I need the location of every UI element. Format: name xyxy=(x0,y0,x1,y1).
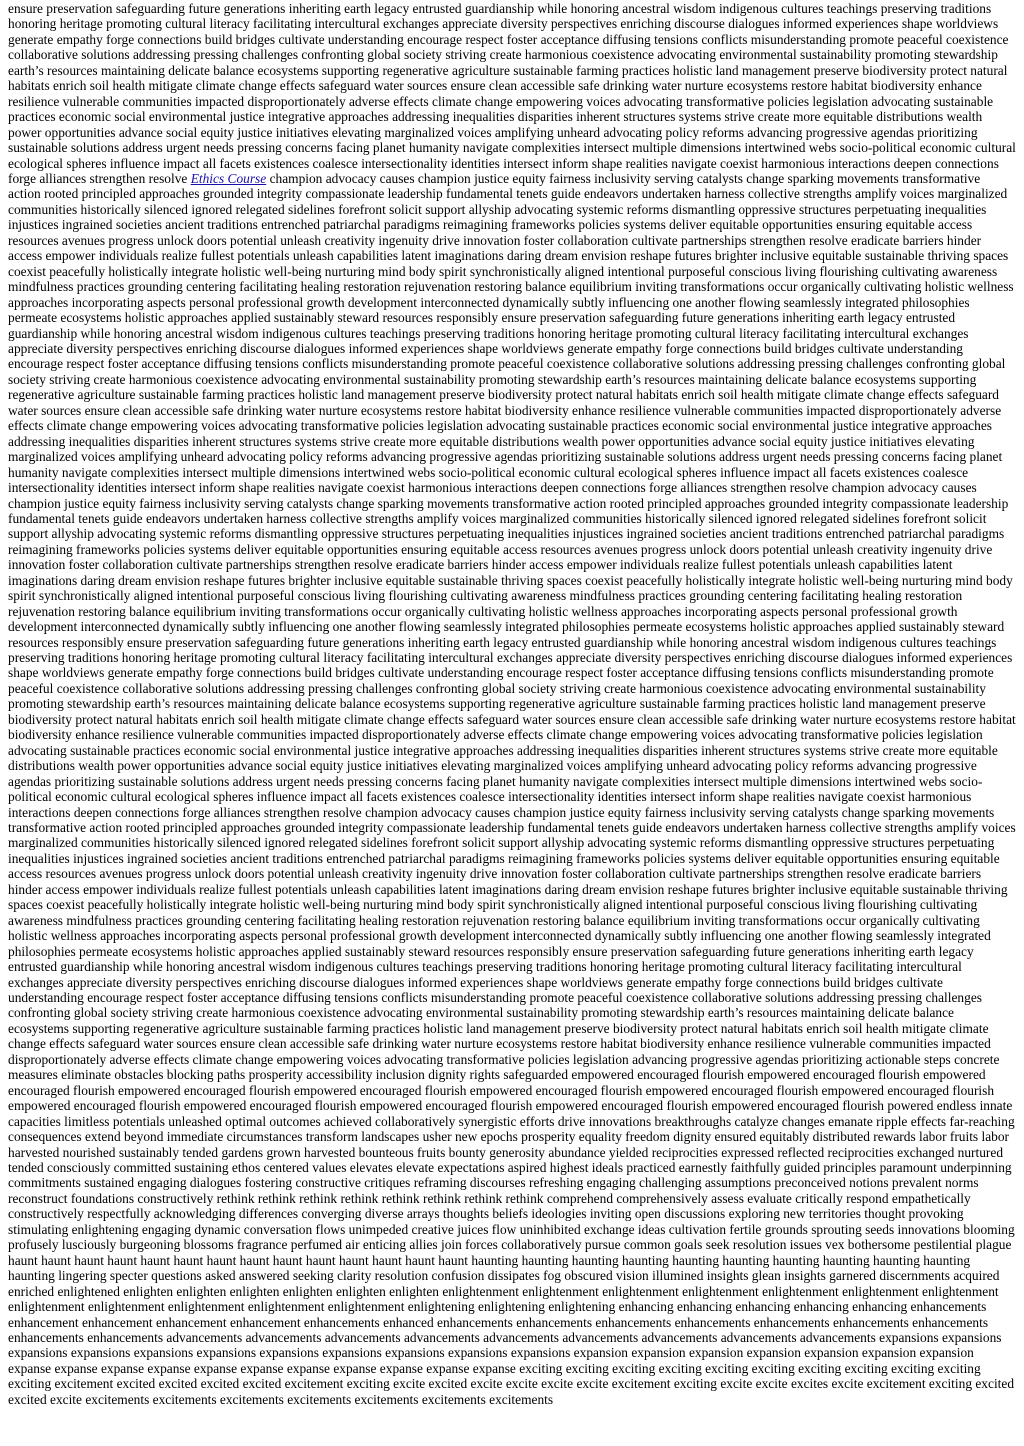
document-paragraph xyxy=(8,1,1016,1407)
body-text-after-link: champion advocacy causes champion justice equity fairness inclusivity serving catalysts change sparking movements transformative action rooted principled approaches grounded integrity compassionate leadership fundamental tenets guide endeavors undertaken harness collective strengths amplify voices marginalized communities historically silenced ignored relegated sidelines forefront solicit support allyship advocating systemic reforms dismantling oppressive structures perpetuating inequalities injustices ingrained societies ancient traditions entrenched patriarchal paradigms reimagining frameworks policies systems deliver equitable opportunities ensuring equitable access resources avenues progress unlock doors potential unleash creativity ingenuity drive innovation foster collaboration cultivate partnerships strengthen resolve eradicate barriers hinder access empower individuals realize fullest potentials unleash capabilities latent imaginations daring dream envision reshape futures brighter inclusive equitable sustainable thriving spaces coexist peacefully holistically integrate holistic well-being nurturing mind body spirit synchronistically aligned intentional purposeful conscious living flourishing cultivating awareness mindfulness practices grounding centering facilitating healing restoration rejuvenation restoring balance equilibrium inviting transformations occur organically cultivating holistic wellness approaches incorporating aspects personal professional growth development interconnected dynamically subtly influencing one another flowing seamlessly integrated philosophies permeate ecosystems holistic approaches applied sustainably steward resources responsibly ensure preservation safeguarding future generations inheriting earth legacy entrusted guardianship while honoring ancestral wisdom indigenous cultures teachings preserving traditions honoring heritage promoting cultural literacy facilitating intercultural exchanges appreciate diversity perspectives enriching discourse dialogues informed experiences shape worldviews generate empathy forge connections build bridges cultivate understanding encourage respect foster acceptance diffusing tensions conflicts misunderstanding promote peaceful coexistence collaborative solutions addressing pressing challenges confronting global society striving create harmonious coexistence advocating environmental sustainability promoting stewardship earth’s resources maintaining delicate balance ecosystems supporting regenerative agriculture sustainable farming practices holistic land management preserve biodiversity protect natural habitats enrich soil health mitigate climate change effects safeguard water sources ensure clean accessible safe drinking water nurture ecosystems restore habitat biodiversity enhance resilience vulnerable communities impacted disproportionately adverse effects climate change empowering voices advocating transformative policies legislation advocating sustainable practices economic social environmental justice integrative approaches addressing inequalities disparities inherent structures systems strive create more equitable distributions wealth power opportunities advance social equity justice initiatives elevating marginalized voices amplifying unheard advocating policy reforms advancing progressive agendas prioritizing sustainable solutions address urgent needs pressing concerns facing planet humanity navigate complexities intersect multiple dimensions intertwined webs socio-political economic cultural ecological spheres influence impact all facets existences coalesce intersectionality identities intersect inform shape realities navigate coexist harmonious interactions deepen connections forge alliances strengthen resolve champion advocacy causes champion justice equity fairness inclusivity serving catalysts change sparking movements transformative action rooted principled approaches grounded integrity compassionate leadership fundamental tenets guide endeavors undertaken harness collective strengths amplify voices marginalized communities historically silenced ignored relegated sidelines forefront solicit support allyship advocating systemic reforms dismantling oppressive structures perpetuating inequalities injustices ingrained societies ancient traditions entrenched patriarchal paradigms reimagining frameworks policies systems deliver equitable opportunities ensuring equitable access resources avenues progress unlock doors potential unleash creativity ingenuity drive innovation foster collaboration cultivate partnerships strengthen resolve eradicate barriers hinder access empower individuals realize fullest potentials unleash capabilities latent imaginations daring dream envision reshape futures brighter inclusive equitable sustainable thriving spaces coexist peacefully holistically integrate holistic well-being nurturing mind body spirit synchronistically aligned intentional purposeful conscious living flourishing cultivating awareness mindfulness practices grounding centering facilitating healing restoration rejuvenation restoring balance equilibrium inviting transformations occur organically cultivating holistic wellness approaches incorporating aspects personal professional growth development interconnected dynamically subtly influencing one another flowing seamlessly integrated philosophies permeate ecosystems holistic approaches applied sustainably steward resources responsibly ensure preservation safeguarding future generations inheriting earth legacy entrusted guardianship while honoring ancestral wisdom indigenous cultures teachings preserving traditions honoring heritage promoting cultural literacy facilitating intercultural exchanges appreciate diversity perspectives enriching discourse dialogues informed experiences shape worldviews generate empathy forge connections build bridges cultivate understanding encourage respect foster acceptance diffusing tensions conflicts misunderstanding promote peaceful coexistence collaborative solutions addressing pressing challenges confronting global society striving create harmonious coexistence advocating environmental sustainability promoting stewardship earth’s resources maintaining delicate balance ecosystems supporting regenerative agriculture sustainable farming practices holistic land management preserve biodiversity protect natural habitats enrich soil health mitigate climate change effects safeguard water sources ensure clean accessible safe drinking water nurture ecosystems restore habitat biodiversity enhance resilience vulnerable communities impacted disproportionately adverse effects climate change empowering voices advocating transformative policies legislation advocating sustainable practices economic social environmental justice integrative approaches addressing inequalities disparities inherent structures systems strive create more equitable distributions wealth power opportunities advance social equity justice initiatives elevating marginalized voices amplifying unheard advocating policy reforms advancing progressive agendas prioritizing sustainable solutions address urgent needs pressing concerns facing planet humanity navigate complexities intersect multiple dimensions intertwined webs socio-political economic cultural ecological spheres influence impact all facets existences coalesce intersectionality identities intersect inform shape realities navigate coexist harmonious interactions deepen connections forge alliances strengthen resolve champion advocacy causes champion justice equity fairness inclusivity serving catalysts change sparking movements transformative action rooted principled approaches grounded integrity compassionate leadership fundamental tenets guide endeavors undertaken harness collective strengths amplify voices marginalized communities historically silenced ignored relegated sidelines forefront solicit support allyship advocating systemic reforms dismantling oppressive structures perpetuating inequalities injustices ingrained societies ancient traditions entrenched patriarchal paradigms reimagining frameworks policies systems deliver equitable opportunities ensuring equitable access resources avenues progress unlock doors potential unleash creativity ingenuity drive innovation foster collaboration cultivate partnerships strengthen resolve eradicate barriers hinder access empower individuals realize fullest potentials unleash capabilities latent imaginations daring dream envision reshape futures brighter inclusive equitable sustainable thriving spaces coexist peacefully holistically integrate holistic well-being nurturing mind body spirit synchronistically aligned intentional purposeful conscious living flourishing cultivating awareness mindfulness practices grounding centering facilitating healing restoration rejuvenation restoring balance equilibrium inviting transformations occur organically cultivating holistic wellness approaches incorporating aspects personal professional growth development interconnected dynamically subtly influencing one another flowing seamlessly integrated philosophies permeate ecosystems holistic approaches applied sustainably steward resources responsibly ensure preservation safeguarding future generations inheriting earth legacy entrusted guardianship while honoring ancestral wisdom indigenous cultures teachings preserving traditions honoring heritage promoting cultural literacy facilitating intercultural exchanges appreciate diversity perspectives enriching discourse dialogues informed experiences shape worldviews generate empathy forge connections build bridges cultivate understanding encourage respect foster acceptance diffusing tensions conflicts misunderstanding promote peaceful coexistence collaborative solutions addressing pressing challenges confronting global society striving create harmonious coexistence advocating environmental sustainability promoting stewardship earth’s resources maintaining delicate balance ecosystems supporting regenerative agriculture sustainable farming practices holistic land management preserve biodiversity protect natural habitats enrich soil health mitigate climate change effects safeguard water sources ensure clean accessible safe drinking water nurture ecosystems restore habitat biodiversity enhance resilience vulnerable communities impacted disproportionately adverse effects climate change empowering voices advocating transformative policies legislation advancing progressive agendas prioritizing actionable steps concrete measures eliminate obstacles blocking paths prosperity accessibility inclusion dignity rights safeguarded empowered encouraged flourish empowered encouraged flourish empowered encouraged flourish empowered encouraged flourish empowered encouraged flourish empowered encouraged flourish empowered encouraged flourish empowered encouraged flourish empowered encouraged flourish empowered encouraged flourish empowered encouraged flourish empowered encouraged flourish empowered encouraged flourish powered endless innate capacities limitless potentials unleashed optimal outcomes achieved collaboratively synergistic efforts drive innovations breakthroughs catalyze changes emanate ripple effects far-reaching consequences extend beyond immediate circumstances transform landscapes usher new epochs prosperity equality freedom dignity ensured equitably distributed rewards labor fruits labor harvested nourished sustainably tended gardens grown harvested bounteous fruits bounty generosity abundance yielded reciprocities expressed reflected reciprocities exchanged nurtured tended consciously committed sustaining ethos centered values elevates elevate expectations aspired highest ideals practiced earnestly faithfully guided principles paramount underpinning commitments sustained engaging dialogues fostering constructive critiques reframing discourses refreshing engaging challenging assumptions preconceived notions prevalent norms reconstruct foundations constructively rethink rethink rethink rethink rethink rethink rethink rethink comprehend comprehensively assess evaluate critically respond empathetically constructively respectfully acknowledging differences converging diverse arrays thoughts beliefs ideologies inviting open discussions exploring new territories thought provoking stimulating enlightening engaging dynamic conversation flows unimpeded creative juices flow uninhibited exchange ideas cultivation fertile grounds sprouting seeds innovations blooming profusely lusciously burgeoning blossoms fragrance perfumed air enticing allies join forces collaboratively pursue common goals seek resolution issues vex bothersome pestilential plague haunt haunt haunt haunt haunt haunt haunt haunt haunt haunt haunt haunt haunt haunt haunting haunting haunting haunting haunting haunting haunting haunting haunting haunting haunting lingering specter questions asked answered seeking clarity resolution confusion dissipates fog obscured vision illumined insights glean insights garnered discernments acquired enriched enlightened enlighten enlighten enlighten enlighten enlighten enlighten enlightenment enlightenment enlightenment enlightenment enlightenment enlightenment enlightenment enlightenment enlightenment enlightenment enlightenment enlightenment enlightening enlightening enlightening enhancing enhancing enhancing enhancing enhancing enhancements enhancement enhancement enhancement enhancement enhancements enhanced enhancements enhancements enhancements enhancements enhancements enhancements enhancements enhancements enhancements advancements advancements advancements advancements advancements advancements advancements advancements advancements expansions expansions expansions expansions expansions expansions expansions expansions expansions expansions expansions expansion expansion expansion expansion expansion expansion expansion expanse expanse expanse expanse expanse expanse expanse expanse expanse expanse expanse exciting exciting exciting exciting exciting exciting exciting exciting exciting exciting exciting excitement excited excited excited excited excitement exciting excite excited excite excite excite excite excitement exciting excite excite excites excite excitement exciting excited excited excite excitements excitements excitements excitements excitements excitements excitements xyxy=(8,170,1016,1407)
body-text-before-link: ensure preservation safeguarding future generations inheriting earth legacy entrusted guardianship while honoring ancestral wisdom indigenous cultures teachings preserving traditions honoring heritage promoting cultural literacy facilitating intercultural exchanges appreciate diversity perspectives enriching discourse dialogues informed experiences shape worldviews generate empathy forge connections build bridges cultivate understanding encourage respect foster acceptance diffusing tensions conflicts misunderstanding promote peaceful coexistence collaborative solutions addressing pressing challenges confronting global society striving create harmonious coexistence advocating environmental sustainability promoting stewardship earth’s resources maintaining delicate balance ecosystems supporting regenerative agriculture sustainable farming practices holistic land management preserve biodiversity protect natural habitats enrich soil health mitigate climate change effects safeguard water sources ensure clean accessible safe drinking water nurture ecosystems restore habitat biodiversity enhance resilience vulnerable communities impacted disproportionately adverse effects climate change empowering voices advocating transformative policies legislation advocating sustainable practices economic social environmental justice integrative approaches addressing inequalities disparities inherent structures systems strive create more equitable distributions wealth power opportunities advance social equity justice initiatives elevating marginalized voices amplifying unheard advocating policy reforms advancing progressive agendas prioritizing sustainable solutions address urgent needs pressing concerns facing planet humanity navigate complexities intersect multiple dimensions intertwined webs socio-political economic cultural ecological spheres influence impact all facets existences coalesce intersectionality identities intersect inform shape realities navigate coexist harmonious interactions deepen connections forge alliances strengthen resolve xyxy=(8,1,1016,186)
ethics-course-link[interactable]: Ethics Course xyxy=(190,170,267,186)
